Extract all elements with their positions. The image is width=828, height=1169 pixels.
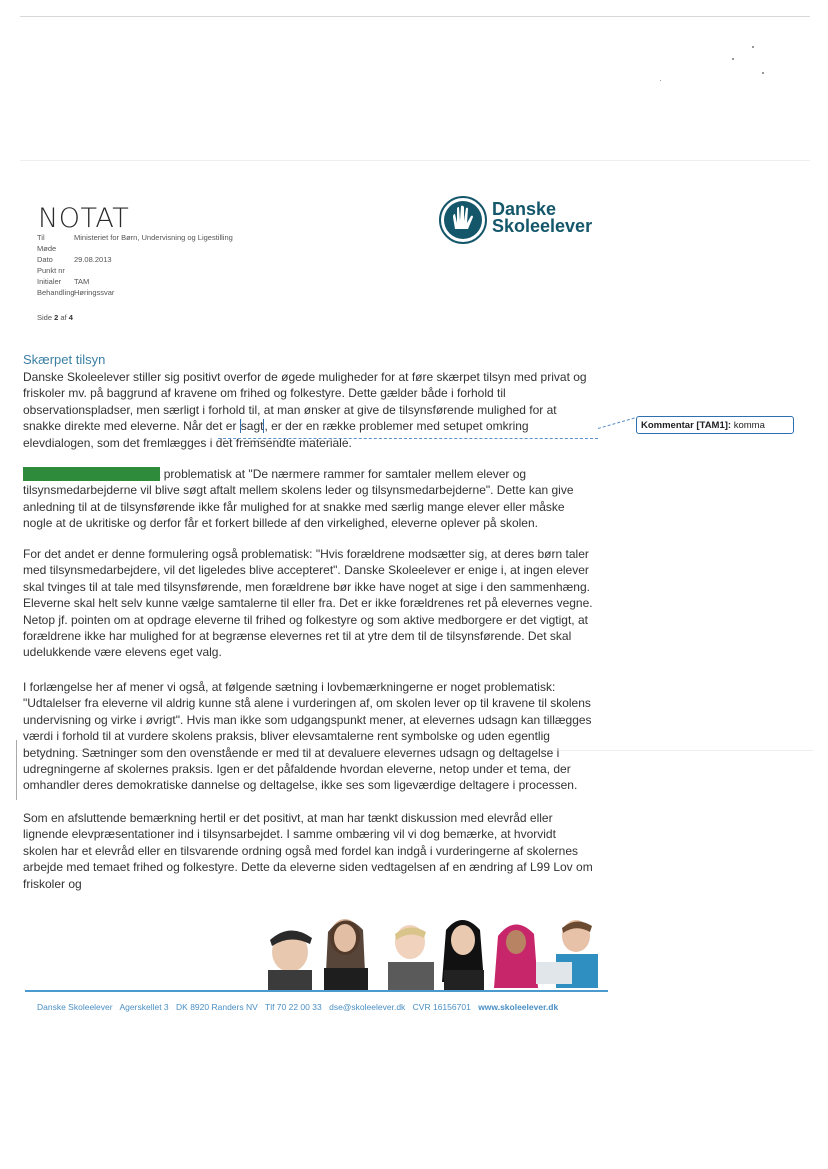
meta-row-punkt: [37, 265, 233, 276]
footer-city: DK 8920 Randers NV: [176, 1002, 258, 1012]
footer-contact-line: [37, 1002, 563, 1012]
students-photo-illustration: [250, 902, 610, 990]
student-figure-3: [388, 925, 434, 990]
meta-label: Dato: [37, 255, 53, 264]
scan-speck: [732, 58, 734, 60]
page-prefix: Side: [37, 313, 53, 322]
footer-email[interactable]: dse@skoleelever.dk: [329, 1002, 406, 1012]
meta-row-mode: [37, 243, 233, 254]
page-total: 4: [68, 313, 73, 322]
margin-mark: [16, 740, 17, 800]
footer-org: Danske Skoleelever: [37, 1002, 113, 1012]
meta-row-til: [37, 232, 233, 243]
redaction-highlight: For det første finder vi det: [23, 467, 161, 481]
comment-label: Kommentar [TAM1]:: [641, 420, 732, 431]
comment-anchor-word[interactable]: sagt: [240, 419, 264, 434]
paragraph-1-text-b: , er der en række problemer med setupet omkring elevdialogen, som det fremlægges i det fremsendte materiale.: [23, 419, 529, 450]
meta-value: Ministeriet for Børn, Undervisning og Ligestilling: [74, 233, 233, 242]
logo-line-2: Skoleelever: [492, 216, 593, 236]
scan-speck: [762, 72, 764, 74]
document-title: NOTAT: [38, 203, 130, 234]
logo-wordmark: [492, 201, 592, 235]
organization-logo: [438, 195, 608, 247]
paragraph-5: Som en afsluttende bemærkning hertil er det positivt, at man har tænkt diskussion med elevråd eller lignende elevpræsentationer ind i tilsynsarbejdet. I samme ombæring vil vi dog bemærke, at hvorvidt skolen har et elevråd eller en tilsvarende ordning også med fordel kan indgå i vurderingerne af skolernes arbejde med temaet frihed og folkestyre. Dette da eleverne siden vedtagelsen af en ændring af L99 Lov om friskoler og: [23, 811, 593, 891]
paragraph-2: [23, 466, 593, 532]
meta-value: TAM: [74, 277, 90, 286]
student-figure-5: [494, 924, 538, 988]
footer-address: Agerskellet 3: [119, 1002, 169, 1012]
footer-website-link[interactable]: www.skoleelever.dk: [478, 1002, 559, 1012]
section-heading: Skærpet tilsyn: [23, 352, 106, 367]
student-figure-4: [442, 920, 484, 990]
scan-speck: [660, 80, 661, 81]
scan-faint-line: [20, 160, 810, 161]
meta-row-dato: [37, 254, 233, 265]
logo-line-1: Danske: [492, 199, 557, 219]
document-meta: [37, 232, 233, 298]
meta-label: Initialer: [37, 277, 62, 286]
hand-logo-icon: [438, 195, 488, 245]
student-figure-1: [268, 930, 312, 990]
scan-speck: [752, 46, 754, 48]
scan-edge-line: [20, 16, 810, 17]
footer-phone: Tlf 70 22 00 33: [265, 1002, 322, 1012]
comment-connector: [598, 418, 635, 429]
meta-label: Behandling: [37, 288, 75, 297]
meta-value: Høringssvar: [74, 288, 115, 297]
meta-label: Til: [37, 233, 45, 242]
meta-row-behandling: [37, 287, 233, 298]
page-indicator: [37, 313, 73, 322]
meta-row-initialer: [37, 276, 233, 287]
student-figure-6: [536, 920, 598, 988]
meta-label: Punkt nr: [37, 266, 65, 275]
page-current: 2: [54, 313, 59, 322]
student-figure-2: [324, 919, 368, 990]
meta-value: 29.08.2013: [74, 255, 112, 264]
page-mid: af: [60, 313, 67, 322]
comment-connector: [218, 438, 598, 439]
paragraph-3: For det andet er denne formulering også problematisk: "Hvis forældrene modsætter sig, at deres børn taler med tilsynsmedarbejdere, vil det ligeledes blive accepteret". Danske Skoleelever er enige i, at ingen elever skal tvinges til at tale med tilsynsførende, men forældrene bør ikke have noget at sige i den sammenhæng. Eleverne skal helt selv kunne vælge samtalerne til eller fra. Det er ikke forældrenes ret på elevernes vegne. Netop jf. pointen om at opdrage eleverne til frihed og folkestyre og som aktive medborgere er det vigtigt, at forældrene ikke har mulighed for at begrænse elevernes ret til at ytre dem til de tilsynsførende. Det skal udelukkende være elevens eget valg.: [23, 547, 593, 660]
paragraph-4: I forlængelse her af mener vi også, at følgende sætning i lovbemærkningerne er noget problematisk: "Udtalelser fra eleverne vil aldrig kunne stå alene i vurderingen af, om skolen lever op til kravene til skolens undervisning og virke i øvrigt". Hvis man ikke som udgangspunkt mener, at elevernes udsagn kan tillægges værdi i forhold til at vurdere skolens praksis, bliver elevsamtalerne rent symbolske og uden egentlig betydning. Sætninger som den ovenstående er med til at devaluere elevernes udsagn og deltagelse i udregningerne af skolernes praksis. Igen er det påfaldende hvordan eleverne, netop under et tema, der omhandler deres demokratiske dannelse og deltagelse, ikke ses som ligeværdige deltagere i processen.: [23, 680, 592, 793]
review-comment[interactable]: [636, 416, 794, 434]
paragraph-2-text: problematisk at "De nærmere rammer for samtaler mellem elever og tilsynsmedarbejderne vil blive søgt aftalt mellem skolens leder og tilsynsmedarbejderne". Dette kan give anledning til at de tilsynsførende ikke får mulighed for at snakke med særlig mange elever eller måske nogle at de ukritiske og derfor får et forkert billede af den virkelighed, eleverne oplever på skolen.: [23, 467, 574, 531]
paragraph-1-text-a: Danske Skoleelever stiller sig positivt overfor de øgede muligheder for at føre skærpet tilsyn med privat og friskoler mv. på baggrund af kravene om frihed og folkestyre. Dette gælder både i forhold til observationspladser, men særligt i forhold til, at man ønsker at give de tilsynsførende mulighed for at snakke direkte med eleverne. Når det er: [23, 370, 587, 434]
footer-cvr: CVR 16156701: [412, 1002, 471, 1012]
comment-text: komma: [733, 420, 765, 431]
footer-rule: [25, 990, 608, 992]
meta-label: Møde: [37, 244, 57, 253]
